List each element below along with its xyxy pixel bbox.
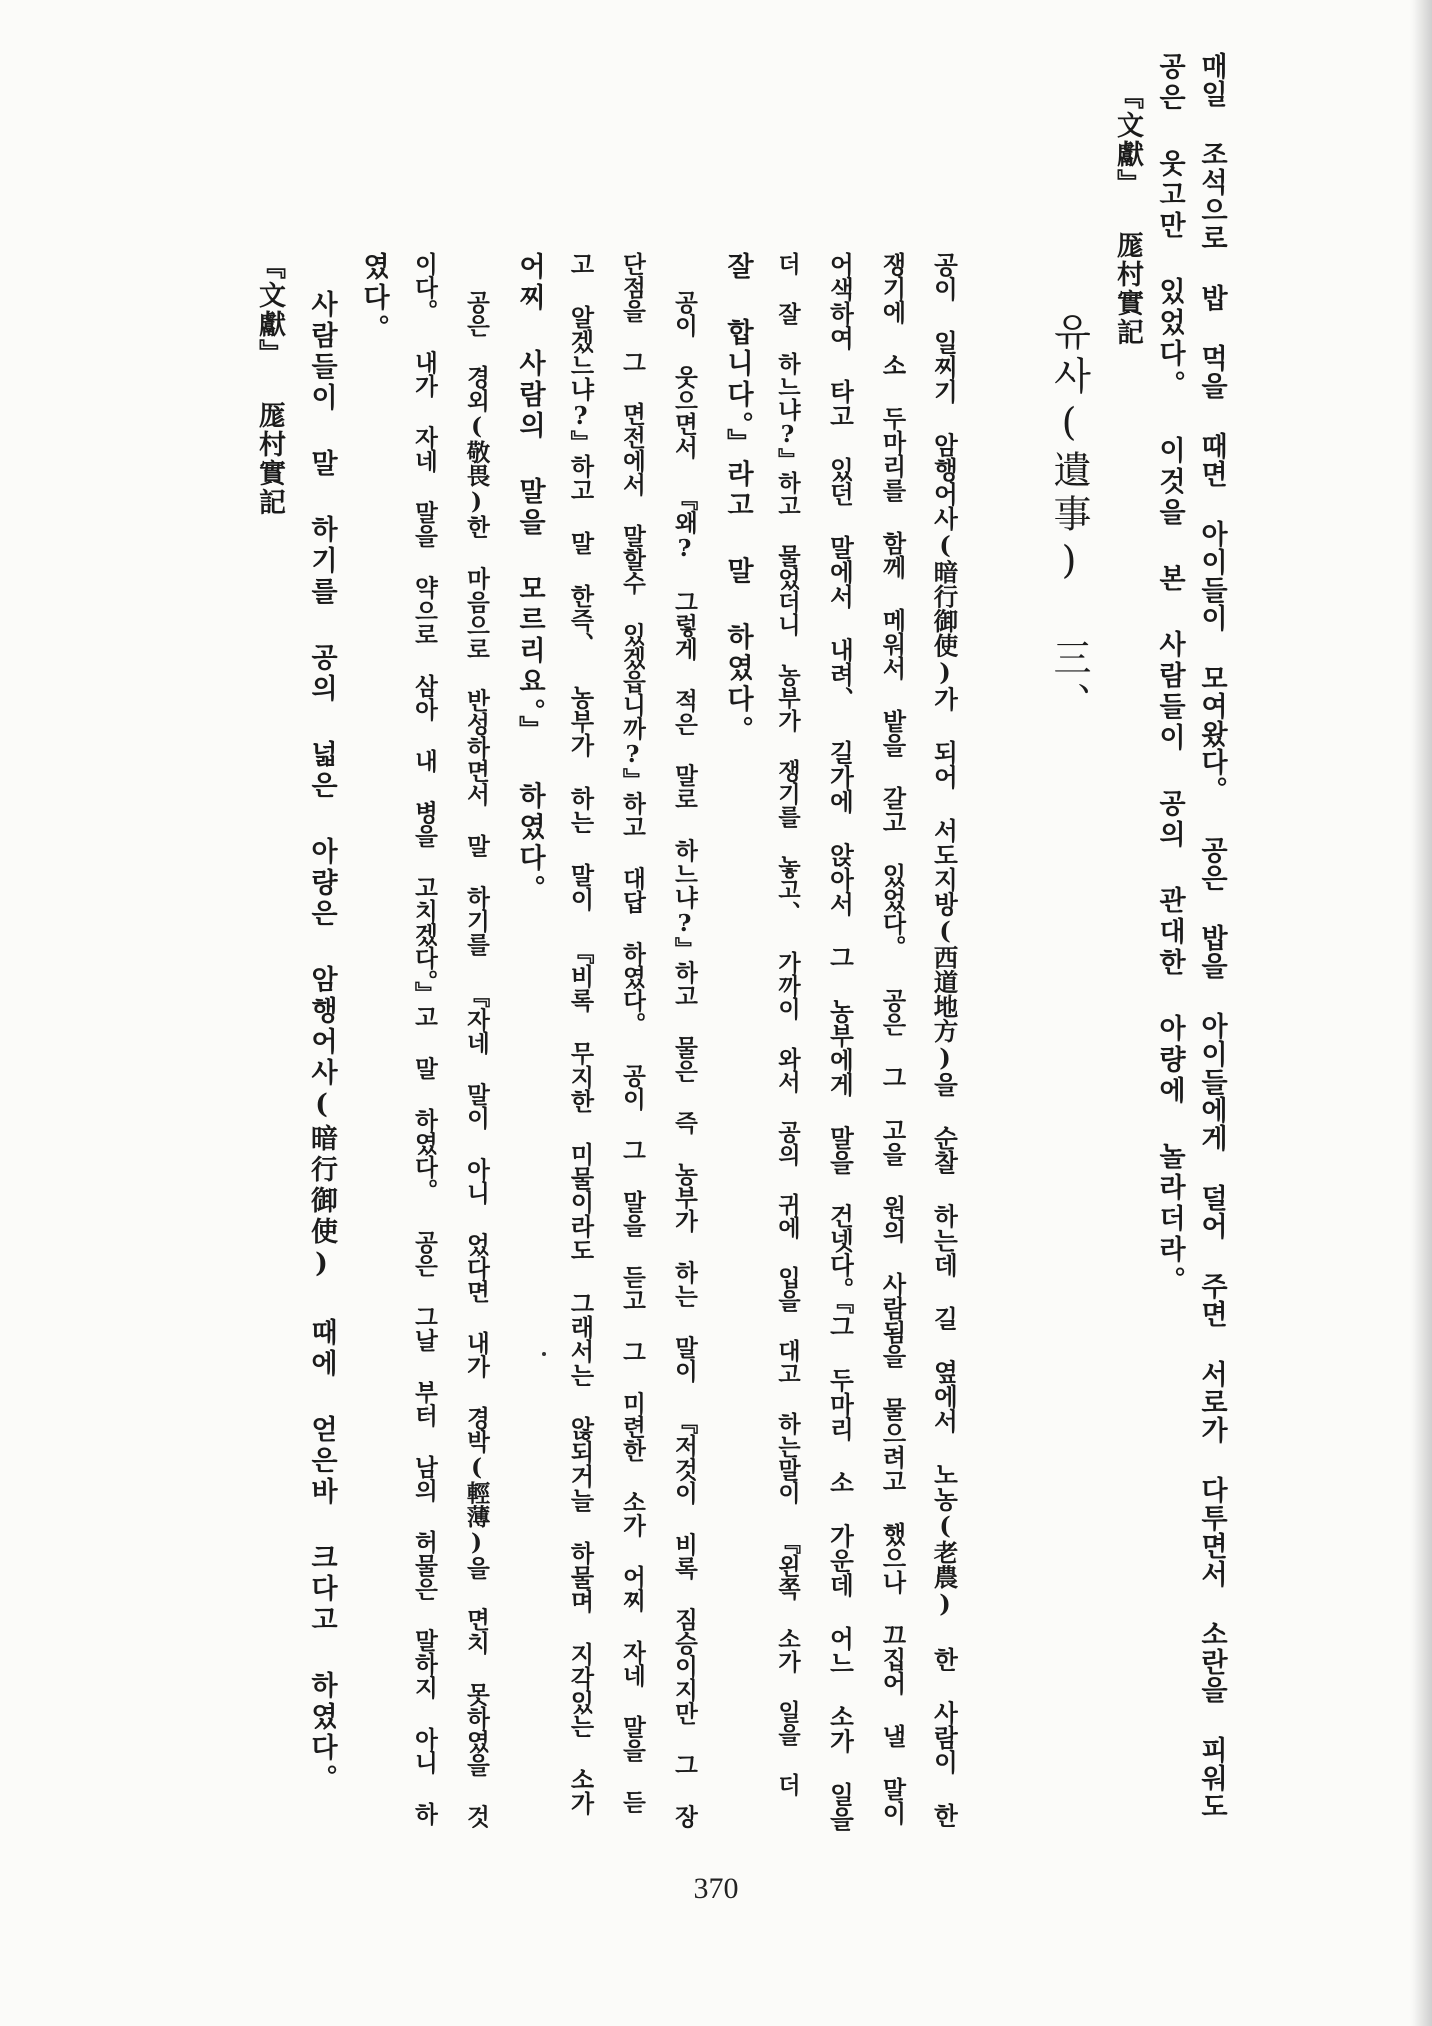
main-text-line-3: 어색하여 타고 있던 말에서 내려、 길가에 앉아서 그 농부에게 말을 건넷다。『그 두마리 소 가운데 어느 소가 일을 [826, 252, 856, 1831]
top-text-line-1: 매일 조석으로 밥 먹을 때면 아이들이 모여왔다。 공은 밥을 아이들에게 덜어 주면 서로가 다투면서 소란을 피워도 [1196, 52, 1227, 1820]
main-text-line-12: 였다。 [358, 252, 389, 345]
main-text-line-10: 공은 경외(敬畏)한 마음으로 반성하면서 말 하기를 『자네 말이 아니 었다면 내가 경박(輕薄)을 면치 못하였을 것 [462, 290, 491, 1828]
main-text-line-4: 더 잘 하느냐?』하고 물었더니 농부가 쟁기를 놓고、 가까이 와서 공의 귀에 입을 대고 하는말이 『왼쪽 소가 일을 더 [774, 252, 801, 1796]
stray-mark [542, 1352, 546, 1356]
top-text-line-2: 공은 웃고만 있었다。 이것을 본 사람들이 공의 관대한 아량에 놀라더라。 [1154, 52, 1185, 1297]
main-text-line-8: 고 알겠느냐?』하고 말 한즉、 농부가 하는 말이 『비록 무지한 미물이라도 그래서는 않되거늘 하물며 지각있는 소가 [566, 252, 595, 1815]
page-edge-shadow [1410, 0, 1432, 2026]
main-text-line-2: 쟁기에 소 두마리를 함께 메워서 밭을 갈고 있었다。 공은 그 고을 원의 사람됨을 물으려고 했으나 끄집어 낼 말이 [878, 252, 907, 1825]
main-source-citation: 『文獻』 厖村實記 [254, 252, 285, 517]
page-number: 370 [693, 1872, 739, 1905]
main-text-line-9: 어찌 사람의 말을 모르리요。』 하였다。 [514, 252, 545, 906]
main-text-line-6: 공이 웃으면서 『왜? 그렇게 적은 말로 하느냐?』하고 물은 즉 농부가 하는 말이 『저것이 비록 짐승이지만 그 장 [670, 290, 699, 1828]
top-source-citation: 『文獻』 厖村實記 [1112, 82, 1143, 347]
main-text-line-1: 공이 일찌기 암행어사(暗行御使)가 되어 서도지방(西道地方)을 순찰 하는데 길 옆에서 노농(老農) 한 사람이 한 [930, 252, 960, 1828]
main-text-line-7: 단점을 그 면전에서 말할수 있겠읍니까?』하고 대답 하였다。 공이 그 말을 듣고 그 미련한 소가 어찌 자네 말을 듣 [618, 252, 647, 1814]
main-text-line-13: 사람들이 말 하기를 공의 넓은 아량은 암행어사(暗行御使) 때에 얻은바 크다고 하였다。 [306, 290, 337, 1795]
section-heading: 유사(遺事) 三、 [1047, 312, 1091, 726]
main-text-line-5: 잘 합니다。』라고 말 하였다。 [722, 252, 753, 747]
main-text-line-11: 이다。 내가 자네 말을 약으로 삼아 내 병을 고치겠다。』고 말 하였다。 공은 그날 부터 남의 허물은 말하지 아니 하 [410, 252, 439, 1826]
